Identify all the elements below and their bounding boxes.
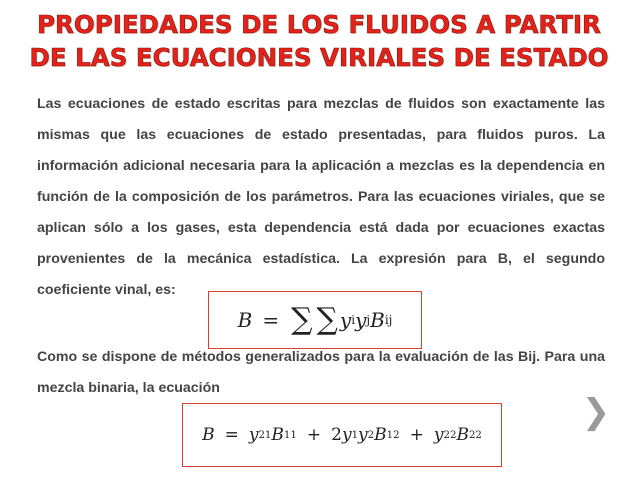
slide-title-line-2: DE LAS ECUACIONES VIRIALES DE ESTADO bbox=[29, 43, 609, 72]
equation-second-virial-coefficient bbox=[208, 291, 422, 349]
paragraph-intro: Las ecuaciones de estado escritas para mezclas de fluidos son exactamente las mismas que las ecuaciones de estado presentadas, para fluidos puros. La información adicional necesaria para la aplicación a mezclas es la dependencia en función de la composición de los parámetros. Para las ecuaciones viriales, que se aplican sólo a los gases, esta dependencia está dada por ecuaciones exactas provenientes de la mecánica estadística. La expresión para B, el segundo coeficiente vinal, es: bbox=[37, 96, 605, 298]
eq1-y: y bbox=[339, 308, 352, 332]
eq2-sub: 22 bbox=[468, 429, 482, 441]
eq2-sub: 2 bbox=[449, 429, 457, 441]
eq1-sub-j: j bbox=[366, 313, 371, 327]
eq2-b: B bbox=[374, 425, 387, 445]
eq2-y: y bbox=[341, 425, 352, 445]
eq2-sub: 12 bbox=[386, 429, 400, 441]
eq2-sub: 1 bbox=[264, 429, 272, 441]
eq2-b: B bbox=[456, 425, 469, 445]
eq2-sub: 2 bbox=[367, 429, 375, 441]
eq1-sub-ij: ij bbox=[384, 313, 393, 327]
slide-title-line-1: PROPIEDADES DE LOS FLUIDOS A PARTIR bbox=[37, 10, 601, 39]
eq1-sum-j: ∑ bbox=[316, 302, 338, 337]
eq2-y: y bbox=[433, 425, 444, 445]
eq1-equals: = bbox=[262, 308, 280, 332]
eq2-sub: 11 bbox=[283, 429, 297, 441]
eq2-plus: + bbox=[409, 425, 424, 445]
paragraph-binary-mixture: Como se dispone de métodos generalizados para la evaluación de las Bij. Para una mezcla binaria, la ecuación bbox=[37, 349, 605, 396]
equation-binary-mixture bbox=[182, 403, 502, 467]
eq2-plus: + bbox=[306, 425, 322, 445]
equation-1-content bbox=[209, 292, 421, 348]
eq1-y: y bbox=[355, 308, 367, 332]
eq2-coefficient: 2 bbox=[331, 425, 342, 445]
eq1-sum-i: ∑ bbox=[291, 302, 313, 337]
eq2-sub: 1 bbox=[351, 429, 359, 441]
eq2-b: B bbox=[271, 425, 284, 445]
eq2-y: y bbox=[358, 425, 368, 445]
chevron-right-icon: ❯ bbox=[581, 392, 611, 432]
eq2-lhs: B bbox=[202, 425, 215, 445]
eq1-b: B bbox=[370, 308, 385, 332]
next-slide-button[interactable] bbox=[581, 392, 611, 432]
eq2-y: y bbox=[248, 425, 259, 445]
equation-2-content bbox=[183, 404, 501, 466]
eq1-lhs: B bbox=[237, 308, 253, 332]
eq2-equals: = bbox=[224, 425, 239, 445]
eq2-sup: 2 bbox=[443, 429, 450, 441]
eq1-sub-i: i bbox=[351, 313, 356, 327]
eq2-sup: 2 bbox=[258, 429, 265, 441]
slide-title bbox=[0, 8, 638, 74]
